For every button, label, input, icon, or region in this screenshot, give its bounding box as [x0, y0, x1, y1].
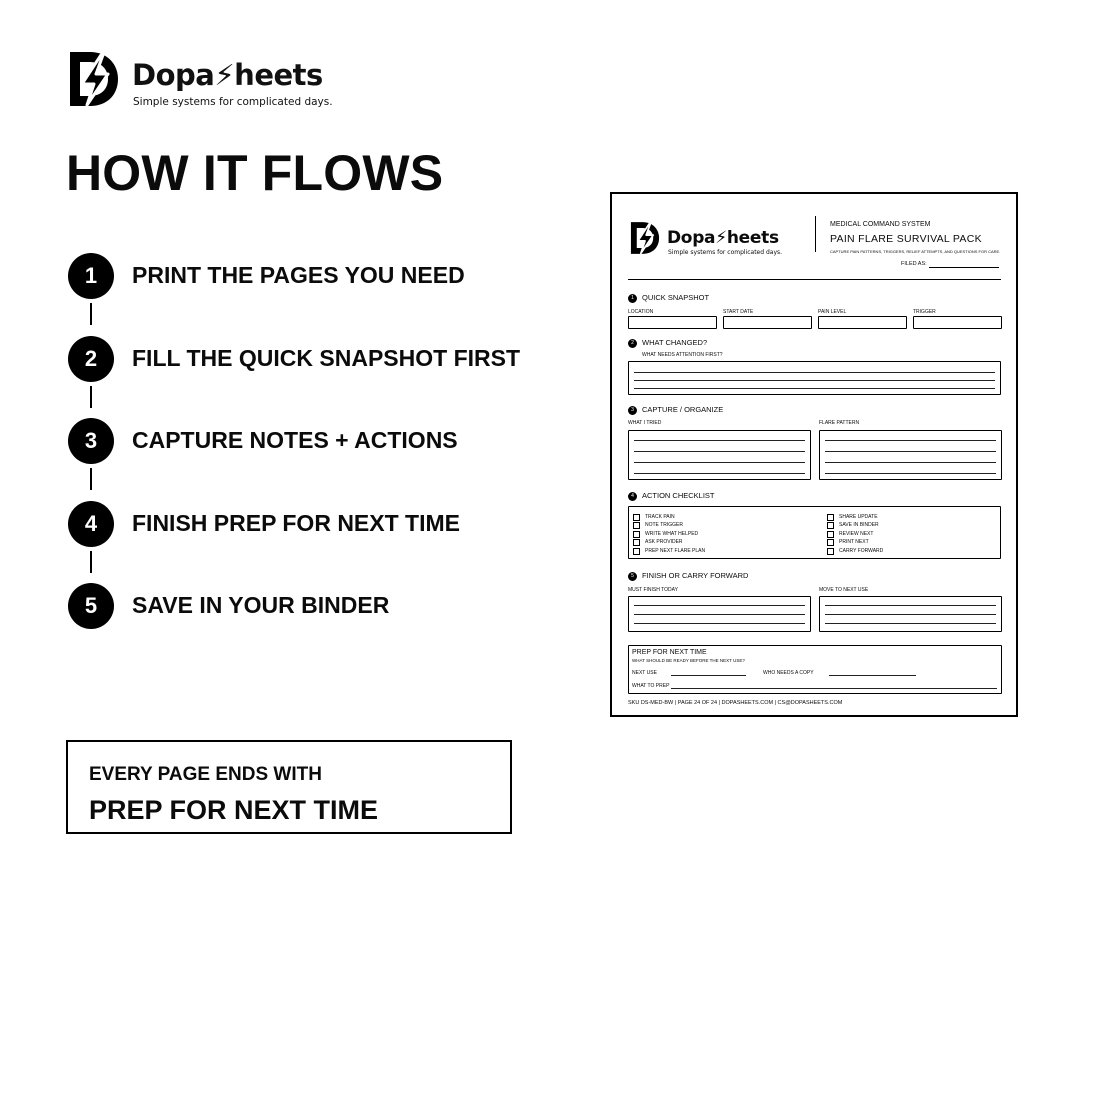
who-needs-copy-label: WHO NEEDS A COPY	[763, 670, 814, 676]
checklist-item: PRINT NEXT	[839, 539, 869, 545]
section-title: WHAT CHANGED?	[642, 338, 708, 347]
step-connector	[90, 551, 92, 573]
header-divider	[815, 216, 816, 252]
field-label: TRIGGER	[913, 309, 936, 315]
section-title: CAPTURE / ORGANIZE	[642, 405, 724, 414]
write-line	[825, 605, 996, 606]
write-line	[634, 462, 805, 463]
step-connector	[90, 303, 92, 325]
field-box	[628, 316, 717, 329]
write-line	[671, 688, 997, 689]
write-line	[634, 380, 995, 381]
step-number-badge: 5	[68, 583, 114, 629]
checklist-item: WRITE WHAT HELPED	[645, 531, 699, 537]
section-number-badge: 5	[628, 572, 637, 581]
brand-name: Dopa⚡heets	[132, 58, 323, 92]
page-title: HOW IT FLOWS	[66, 145, 444, 201]
sheet-system-label: MEDICAL COMMAND SYSTEM	[830, 221, 931, 228]
checkbox[interactable]	[633, 522, 640, 529]
prep-title: PREP FOR NEXT TIME	[632, 649, 707, 656]
sheet-subtitle: CAPTURE PAIN PATTERNS, TRIGGERS, RELIEF ATTEMPTS, AND QUESTIONS FOR CARE.	[830, 249, 1001, 254]
section-prompt: WHAT NEEDS ATTENTION FIRST?	[642, 352, 723, 358]
checklist-item: NOTE TRIGGER	[645, 522, 683, 528]
checklist-item: PREP NEXT FLARE PLAN	[645, 548, 706, 554]
checkbox[interactable]	[827, 522, 834, 529]
column-label: MUST FINISH TODAY	[628, 587, 678, 593]
next-use-label: NEXT USE	[632, 670, 657, 676]
field-label: LOCATION	[628, 309, 654, 315]
write-line	[825, 440, 996, 441]
sheet-brand-tagline: Simple systems for complicated days.	[668, 249, 783, 256]
section-title: FINISH OR CARRY FORWARD	[642, 571, 749, 580]
checkbox[interactable]	[827, 548, 834, 555]
field-box	[723, 316, 812, 329]
write-line	[634, 473, 805, 474]
write-line	[634, 388, 995, 389]
write-line	[634, 372, 995, 373]
checkbox[interactable]	[633, 539, 640, 546]
write-line	[634, 614, 805, 615]
step-number-badge: 2	[68, 336, 114, 382]
step-label: PRINT THE PAGES YOU NEED	[132, 262, 465, 288]
field-label: START DATE	[723, 309, 754, 315]
prep-question: WHAT SHOULD BE READY BEFORE THE NEXT USE?	[632, 658, 745, 663]
callout-line-1: EVERY PAGE ENDS WITH	[89, 764, 322, 785]
step-label: CAPTURE NOTES + ACTIONS	[132, 427, 458, 453]
checkbox[interactable]	[633, 548, 640, 555]
sheet-footer: SKU DS-MED-BW | PAGE 24 OF 24 | DOPASHEETS.COM | CS@DOPASHEETS.COM	[628, 700, 843, 706]
write-line	[825, 451, 996, 452]
column-label: MOVE TO NEXT USE	[819, 587, 869, 593]
checkbox[interactable]	[633, 531, 640, 538]
dopasheets-logo-icon	[68, 50, 120, 108]
checkbox[interactable]	[827, 514, 834, 521]
filed-as-label: FILED AS:	[901, 261, 927, 267]
checklist-item: SHARE UPDATE	[839, 514, 878, 520]
checkbox[interactable]	[827, 539, 834, 546]
filed-as-line	[929, 267, 999, 268]
callout-box	[66, 740, 512, 834]
section-number-badge: 4	[628, 492, 637, 501]
field-label: PAIN LEVEL	[818, 309, 847, 315]
write-line	[825, 473, 996, 474]
section-title: ACTION CHECKLIST	[642, 491, 715, 500]
field-box	[913, 316, 1002, 329]
step-connector	[90, 386, 92, 408]
callout-line-2: PREP FOR NEXT TIME	[89, 795, 379, 825]
step-label: SAVE IN YOUR BINDER	[132, 592, 390, 618]
write-line	[829, 675, 916, 676]
write-line	[634, 623, 805, 624]
step-connector	[90, 468, 92, 490]
write-line	[825, 462, 996, 463]
what-to-prep-label: WHAT TO PREP	[632, 683, 670, 689]
brand-tagline: Simple systems for complicated days.	[133, 96, 333, 108]
step-label: FILL THE QUICK SNAPSHOT FIRST	[132, 345, 521, 371]
sheet-title: PAIN FLARE SURVIVAL PACK	[830, 233, 982, 245]
step-number-badge: 4	[68, 501, 114, 547]
checkbox[interactable]	[827, 531, 834, 538]
section-title: QUICK SNAPSHOT	[642, 293, 710, 302]
checklist-item: REVIEW NEXT	[839, 531, 874, 537]
column-label: FLARE PATTERN	[819, 420, 860, 426]
sheet-brand-name: Dopa⚡heets	[667, 228, 779, 248]
step-number-badge: 1	[68, 253, 114, 299]
write-line	[634, 605, 805, 606]
worksheet-preview	[610, 192, 1018, 717]
notes-box	[628, 361, 1001, 395]
field-box	[818, 316, 907, 329]
section-number-badge: 2	[628, 339, 637, 348]
write-line	[634, 451, 805, 452]
step-label: FINISH PREP FOR NEXT TIME	[132, 510, 460, 536]
section-number-badge: 3	[628, 406, 637, 415]
column-label: WHAT I TRIED	[628, 420, 662, 426]
checklist-item: CARRY FORWARD	[839, 548, 884, 554]
checkbox[interactable]	[633, 514, 640, 521]
header-rule	[628, 279, 1001, 280]
section-number-badge: 1	[628, 294, 637, 303]
write-line	[825, 623, 996, 624]
write-line	[671, 675, 746, 676]
write-line	[825, 614, 996, 615]
checklist-item: SAVE IN BINDER	[839, 522, 879, 528]
dopasheets-logo-icon	[629, 221, 661, 255]
checklist-item: ASK PROVIDER	[645, 539, 683, 545]
write-line	[634, 440, 805, 441]
step-number-badge: 3	[68, 418, 114, 464]
checklist-item: TRACK PAIN	[645, 514, 675, 520]
